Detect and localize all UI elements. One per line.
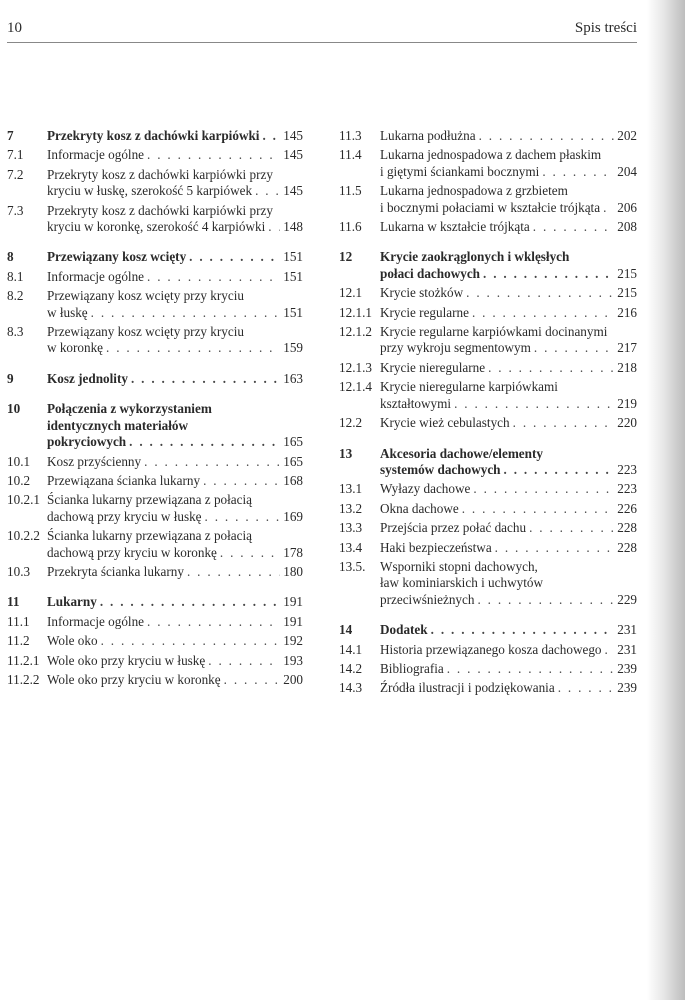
toc-entry-title-line: Historia przewiązanego kosza dachowego [380,641,602,657]
toc-dot-leader [473,481,614,497]
toc-entry-number: 7.2 [7,166,24,182]
toc-entry-title-line: Lukarna jednospadowa z dachem płaskim [380,147,602,163]
toc-entry-title-line: Krycie zaokrąglonych i wklęsłych [380,249,570,265]
toc-entry-number: 7 [7,128,14,143]
toc-chapter-entry [7,401,303,450]
toc-entry-title-line: Wole oko [47,633,98,649]
toc-entry-title-line: Przewiązany kosz wcięty przy kryciu [47,288,245,304]
toc-page-number: 208 [617,219,637,235]
toc-section-entry [339,183,637,216]
toc-dot-leader [268,219,280,235]
toc-dot-leader [605,642,615,658]
toc-entry-number: 14 [339,622,353,638]
toc-entry-title-line: połaci dachowych [380,265,481,281]
toc-section-entry [339,501,637,517]
toc-dot-leader [131,371,280,387]
toc-entry-number: 13.4 [339,539,363,555]
toc-chapter-entry [7,594,303,610]
toc-entry-title-line: Krycie wież cebulastych [380,415,510,431]
toc-entry-number: 8.3 [7,324,24,340]
toc-page-number: 218 [617,359,637,375]
toc-entry-title [47,473,303,489]
toc-entry-title [380,446,637,479]
toc-page-number: 239 [617,660,637,676]
toc-entry-title [47,492,303,525]
toc-entry-number: 12.1.2 [339,324,372,340]
toc-entry-title-line: identycznych materiałów [47,417,189,433]
toc-page-number: 228 [617,539,637,555]
toc-page-number: 163 [283,370,303,386]
toc-entry-title-line: Przekryty kosz z dachówki karpiówki przy [47,166,273,182]
toc-left-column [7,128,303,691]
toc-section-entry [339,680,637,696]
toc-dot-leader [462,501,614,517]
toc-entry-title-line: Lukarna jednospadowa z grzbietem [380,183,568,199]
page-header [7,20,637,43]
toc-entry-number: 11.2.1 [7,652,40,668]
toc-entry-title [47,564,303,580]
toc-section-entry [339,415,637,431]
toc-entry-title-line: Krycie stożków [380,285,464,301]
toc-entry-title-line: kształtowymi [380,395,452,411]
toc-section-entry [7,528,303,561]
toc-page-number: 226 [617,500,637,516]
toc-entry-title-line: Okna dachowe [380,500,459,516]
toc-entry-number: 12.1.3 [339,359,372,375]
toc-entry-number: 13.5. [339,558,366,574]
toc-entry-title-line: systemów dachowych [380,461,501,477]
toc-page-number: 165 [283,434,303,450]
toc-page-number: 145 [283,147,303,163]
toc-chapter-entry [7,371,303,387]
toc-page-number: 178 [283,544,303,560]
toc-section-entry [339,481,637,497]
toc-dot-leader [147,269,280,285]
toc-entry-number: 10.3 [7,563,31,579]
toc-section-entry [7,633,303,649]
toc-dot-leader [205,509,281,525]
toc-entry-title [380,128,637,144]
toc-entry-title [380,305,637,321]
toc-dot-leader [129,434,280,450]
toc-entry-title [380,379,637,412]
toc-page-number: 193 [283,652,303,668]
toc-page-number: 216 [617,304,637,320]
toc-section-entry [7,672,303,688]
toc-entry-title [380,324,637,357]
toc-page-number: 159 [283,340,303,356]
toc-page-number: 191 [283,594,303,610]
toc-entry-title-line: Źródła ilustracji i podziękowania [380,680,555,696]
toc-dot-leader [447,661,614,677]
toc-entry-title-line: dachową przy kryciu w koronkę [47,544,217,560]
toc-entry-title-line: pokryciowych [47,434,127,450]
toc-dot-leader [466,285,614,301]
toc-section-entry [7,269,303,285]
toc-dot-leader [187,564,280,580]
toc-entry-title-line: Przejścia przez połać dachu [380,520,527,536]
toc-dot-leader [504,462,615,478]
toc-section-entry [339,324,637,357]
toc-page-number: 200 [283,671,303,687]
toc-entry-title-line: kryciu w koronkę, szerokość 4 karpiówki [47,219,266,235]
toc-entry-title [380,501,637,517]
toc-dot-leader [533,219,614,235]
toc-entry-title-line: Informacje ogólne [47,613,145,629]
toc-section-entry [7,288,303,321]
toc-section-entry [7,653,303,669]
toc-dot-leader [488,360,614,376]
toc-page-number: 151 [283,268,303,284]
toc-entry-title-line: Przekryta ścianka lukarny [47,563,184,579]
toc-entry-title-line: w koronkę [47,340,104,356]
toc-entry-number: 12.1.4 [339,379,372,395]
toc-section-entry [339,540,637,556]
toc-entry-title-line: Przewiązana ścianka lukarny [47,472,201,488]
toc-dot-leader [147,147,280,163]
page-edge-shadow [647,0,685,1000]
toc-entry-title [47,528,303,561]
toc-entry-title [380,481,637,497]
toc-entry-title [380,285,637,301]
toc-dot-leader [513,415,615,431]
toc-page-number: 168 [283,472,303,488]
toc-section-entry [7,454,303,470]
toc-entry-title-line: ław kominiarskich i uchwytów [380,575,543,591]
toc-entry-title [47,324,303,357]
toc-dot-leader [220,545,280,561]
toc-entry-title [380,520,637,536]
toc-entry-number: 10.2.1 [7,492,40,508]
toc-entry-title-line: Przekryty kosz z dachówki karpiówki [47,128,260,143]
toc-entry-number: 13.2 [339,500,363,516]
toc-entry-title-line: Informacje ogólne [47,268,145,284]
toc-entry-number: 12 [339,249,353,265]
toc-dot-leader [91,305,281,321]
toc-dot-leader [495,540,615,556]
toc-chapter-entry [339,446,637,479]
toc-entry-title-line: Krycie regularne karpiówkami docinanymi [380,324,608,340]
toc-entry-title-line: Akcesoria dachowe/elementy [380,445,543,461]
toc-entry-number: 11.3 [339,128,362,143]
toc-section-entry [7,564,303,580]
toc-entry-title-line: i giętymi ściankami bocznymi [380,163,540,179]
toc-entry-title-line: w łuskę [47,304,88,320]
toc-entry-number: 13.3 [339,520,363,536]
toc-page-number: 169 [283,508,303,524]
toc-entry-title [47,371,303,387]
toc-dot-leader [203,473,280,489]
toc-page-number: 231 [617,622,637,638]
toc-entry-number: 11.1 [7,613,30,629]
toc-entry-number: 13.1 [339,481,363,497]
toc-entry-title [47,672,303,688]
toc-chapter-entry [7,249,303,265]
toc-entry-title-line: Ścianka lukarny przewiązana z połacią [47,492,253,508]
toc-page-number: 151 [283,249,303,265]
toc-entry-title-line: Wsporniki stopni dachowych, [380,558,538,574]
toc-entry-number: 10 [7,401,21,417]
toc-entry-title-line: przy wykroju segmentowym [380,340,531,356]
toc-entry-title-line: i bocznymi połaciami w kształcie trójkąta [380,199,601,215]
toc-dot-leader [529,520,614,536]
toc-page-number: 217 [617,340,637,356]
toc-dot-leader [147,614,280,630]
toc-entry-title [47,203,303,236]
toc-entry-title [47,614,303,630]
toc-entry-title [380,680,637,696]
toc-entry-number: 10.1 [7,453,31,469]
toc-page-number: 145 [283,128,303,143]
toc-section-entry [339,379,637,412]
toc-entry-title-line: Przewiązany kosz wcięty [47,249,187,265]
toc-dot-leader [100,594,280,610]
toc-chapter-entry [7,128,303,144]
toc-entry-number: 11 [7,594,20,610]
toc-entry-title-line: Przekryty kosz z dachówki karpiówki przy [47,202,273,218]
toc-entry-title-line: Połączenia z wykorzystaniem [47,401,212,417]
toc-entry-title-line: Lukarna podłużna [380,128,476,143]
toc-entry-number: 14.1 [339,641,363,657]
toc-entry-number: 8.1 [7,268,24,284]
toc-entry-number: 12.1 [339,285,363,301]
toc-dot-leader [189,249,280,265]
toc-entry-title [47,288,303,321]
toc-entry-title [47,594,303,610]
toc-entry-title-line: Dodatek [380,622,428,638]
toc-page-number: 206 [617,199,637,215]
toc-section-entry [339,305,637,321]
toc-dot-leader [603,200,614,216]
toc-section-entry [339,661,637,677]
toc-entry-number: 11.2 [7,633,30,649]
toc-entry-title [47,249,303,265]
toc-entry-title [380,249,637,282]
toc-entry-number: 7.3 [7,202,24,218]
toc-section-entry [339,360,637,376]
toc-entry-title-line: Bibliografia [380,660,444,676]
toc-entry-number: 13 [339,445,353,461]
toc-entry-title-line: Wyłazy dachowe [380,481,471,497]
toc-section-entry [7,614,303,630]
toc-page-number: 165 [283,453,303,469]
toc-dot-leader [534,340,614,356]
toc-entry-title-line: Lukarny [47,594,97,610]
toc-page-number: 223 [617,481,637,497]
toc-entry-title [380,622,637,638]
toc-entry-number: 8 [7,249,14,265]
page-number: 10 [7,20,22,36]
toc-entry-title [47,269,303,285]
toc-entry-title [380,183,637,216]
toc-entry-title [47,454,303,470]
toc-entry-title [380,642,637,658]
toc-entry-number: 12.1.1 [339,304,372,320]
toc-entry-number: 10.2 [7,472,31,488]
toc-page-number: 202 [617,128,637,143]
toc-entry-title [380,661,637,677]
toc-dot-leader [208,653,280,669]
toc-page-number: 239 [617,680,637,696]
toc-entry-title-line: Haki bezpieczeństwa [380,539,492,555]
toc-entry-title-line: przeciwśnieżnych [380,591,475,607]
toc-page-number: 192 [283,633,303,649]
toc-entry-title-line: Kosz przyścienny [47,453,142,469]
toc-entry-number: 14.3 [339,680,363,696]
toc-right-column [339,128,637,700]
toc-dot-leader [101,633,281,649]
toc-entry-title-line: Lukarna w kształcie trójkąta [380,219,530,235]
toc-entry-title-line: Kosz jednolity [47,370,128,386]
toc-dot-leader [472,305,614,321]
toc-dot-leader [431,622,615,638]
toc-dot-leader [483,266,614,282]
toc-dot-leader [262,128,280,144]
toc-entry-number: 11.4 [339,147,362,163]
toc-section-entry [7,203,303,236]
toc-page-number: 148 [283,219,303,235]
toc-entry-number: 14.2 [339,660,363,676]
toc-section-entry [7,324,303,357]
toc-section-entry [7,147,303,163]
toc-section-entry [7,473,303,489]
toc-page-number: 228 [617,520,637,536]
toc-page-number: 231 [617,641,637,657]
toc-page-number: 223 [617,461,637,477]
toc-entry-title [380,147,637,180]
toc-entry-title [47,167,303,200]
toc-dot-leader [454,396,614,412]
toc-section-entry [339,285,637,301]
toc-entry-title [47,633,303,649]
toc-entry-title [47,653,303,669]
toc-entry-number: 10.2.2 [7,528,40,544]
toc-entry-title-line: Ścianka lukarny przewiązana z połacią [47,528,253,544]
toc-entry-title-line: Krycie nieregularne [380,359,486,375]
toc-section-entry [339,128,637,144]
toc-entry-title-line: kryciu w łuskę, szerokość 5 karpiówek [47,183,253,199]
toc-entry-title [47,147,303,163]
toc-section-entry [7,492,303,525]
toc-dot-leader [106,340,280,356]
toc-page-number: 220 [617,415,637,431]
toc-entry-title-line: Informacje ogólne [47,147,145,163]
toc-entry-title-line: dachową przy kryciu w łuskę [47,508,202,524]
toc-entry-number: 12.2 [339,415,363,431]
toc-section-entry [339,520,637,536]
toc-entry-title [380,219,637,235]
toc-page-number: 229 [617,591,637,607]
toc-dot-leader [542,164,614,180]
toc-section-entry [339,219,637,235]
toc-entry-title [380,415,637,431]
toc-page-number: 191 [283,613,303,629]
toc-entry-title-line: Krycie regularne [380,304,469,320]
toc-entry-number: 11.5 [339,183,362,199]
toc-dot-leader [558,680,615,696]
toc-dot-leader [255,183,280,199]
toc-page-number: 180 [283,563,303,579]
toc-entry-number: 11.2.2 [7,671,40,687]
toc-entry-title [380,540,637,556]
toc-entry-title [47,128,303,144]
toc-section-entry [339,147,637,180]
toc-entry-number: 7.1 [7,147,24,163]
toc-entry-title-line: Wole oko przy kryciu w łuskę [47,652,206,668]
toc-dot-leader [479,128,615,144]
toc-entry-title-line: Przewiązany kosz wcięty przy kryciu [47,324,245,340]
toc-entry-title-line: Wole oko przy kryciu w koronkę [47,671,221,687]
toc-entry-title [380,360,637,376]
toc-entry-number: 8.2 [7,288,24,304]
toc-section-entry [7,167,303,200]
toc-entry-title [47,401,303,450]
toc-page-number: 151 [283,304,303,320]
toc-page-number: 219 [617,395,637,411]
toc-entry-number: 9 [7,370,14,386]
toc-entry-title [380,559,637,608]
toc-dot-leader [144,454,280,470]
toc-page-number: 145 [283,183,303,199]
toc-dot-leader [477,592,614,608]
toc-page-number: 204 [617,163,637,179]
toc-page-number: 215 [617,285,637,301]
toc-section-entry [339,559,637,608]
toc-entry-title-line: Krycie nieregularne karpiówkami [380,379,558,395]
toc-section-entry [339,642,637,658]
toc-dot-leader [224,672,281,688]
toc-chapter-entry [339,249,637,282]
running-title: Spis treści [574,20,637,36]
toc-page-number: 215 [617,265,637,281]
toc-chapter-entry [339,622,637,638]
toc-entry-number: 11.6 [339,219,362,235]
